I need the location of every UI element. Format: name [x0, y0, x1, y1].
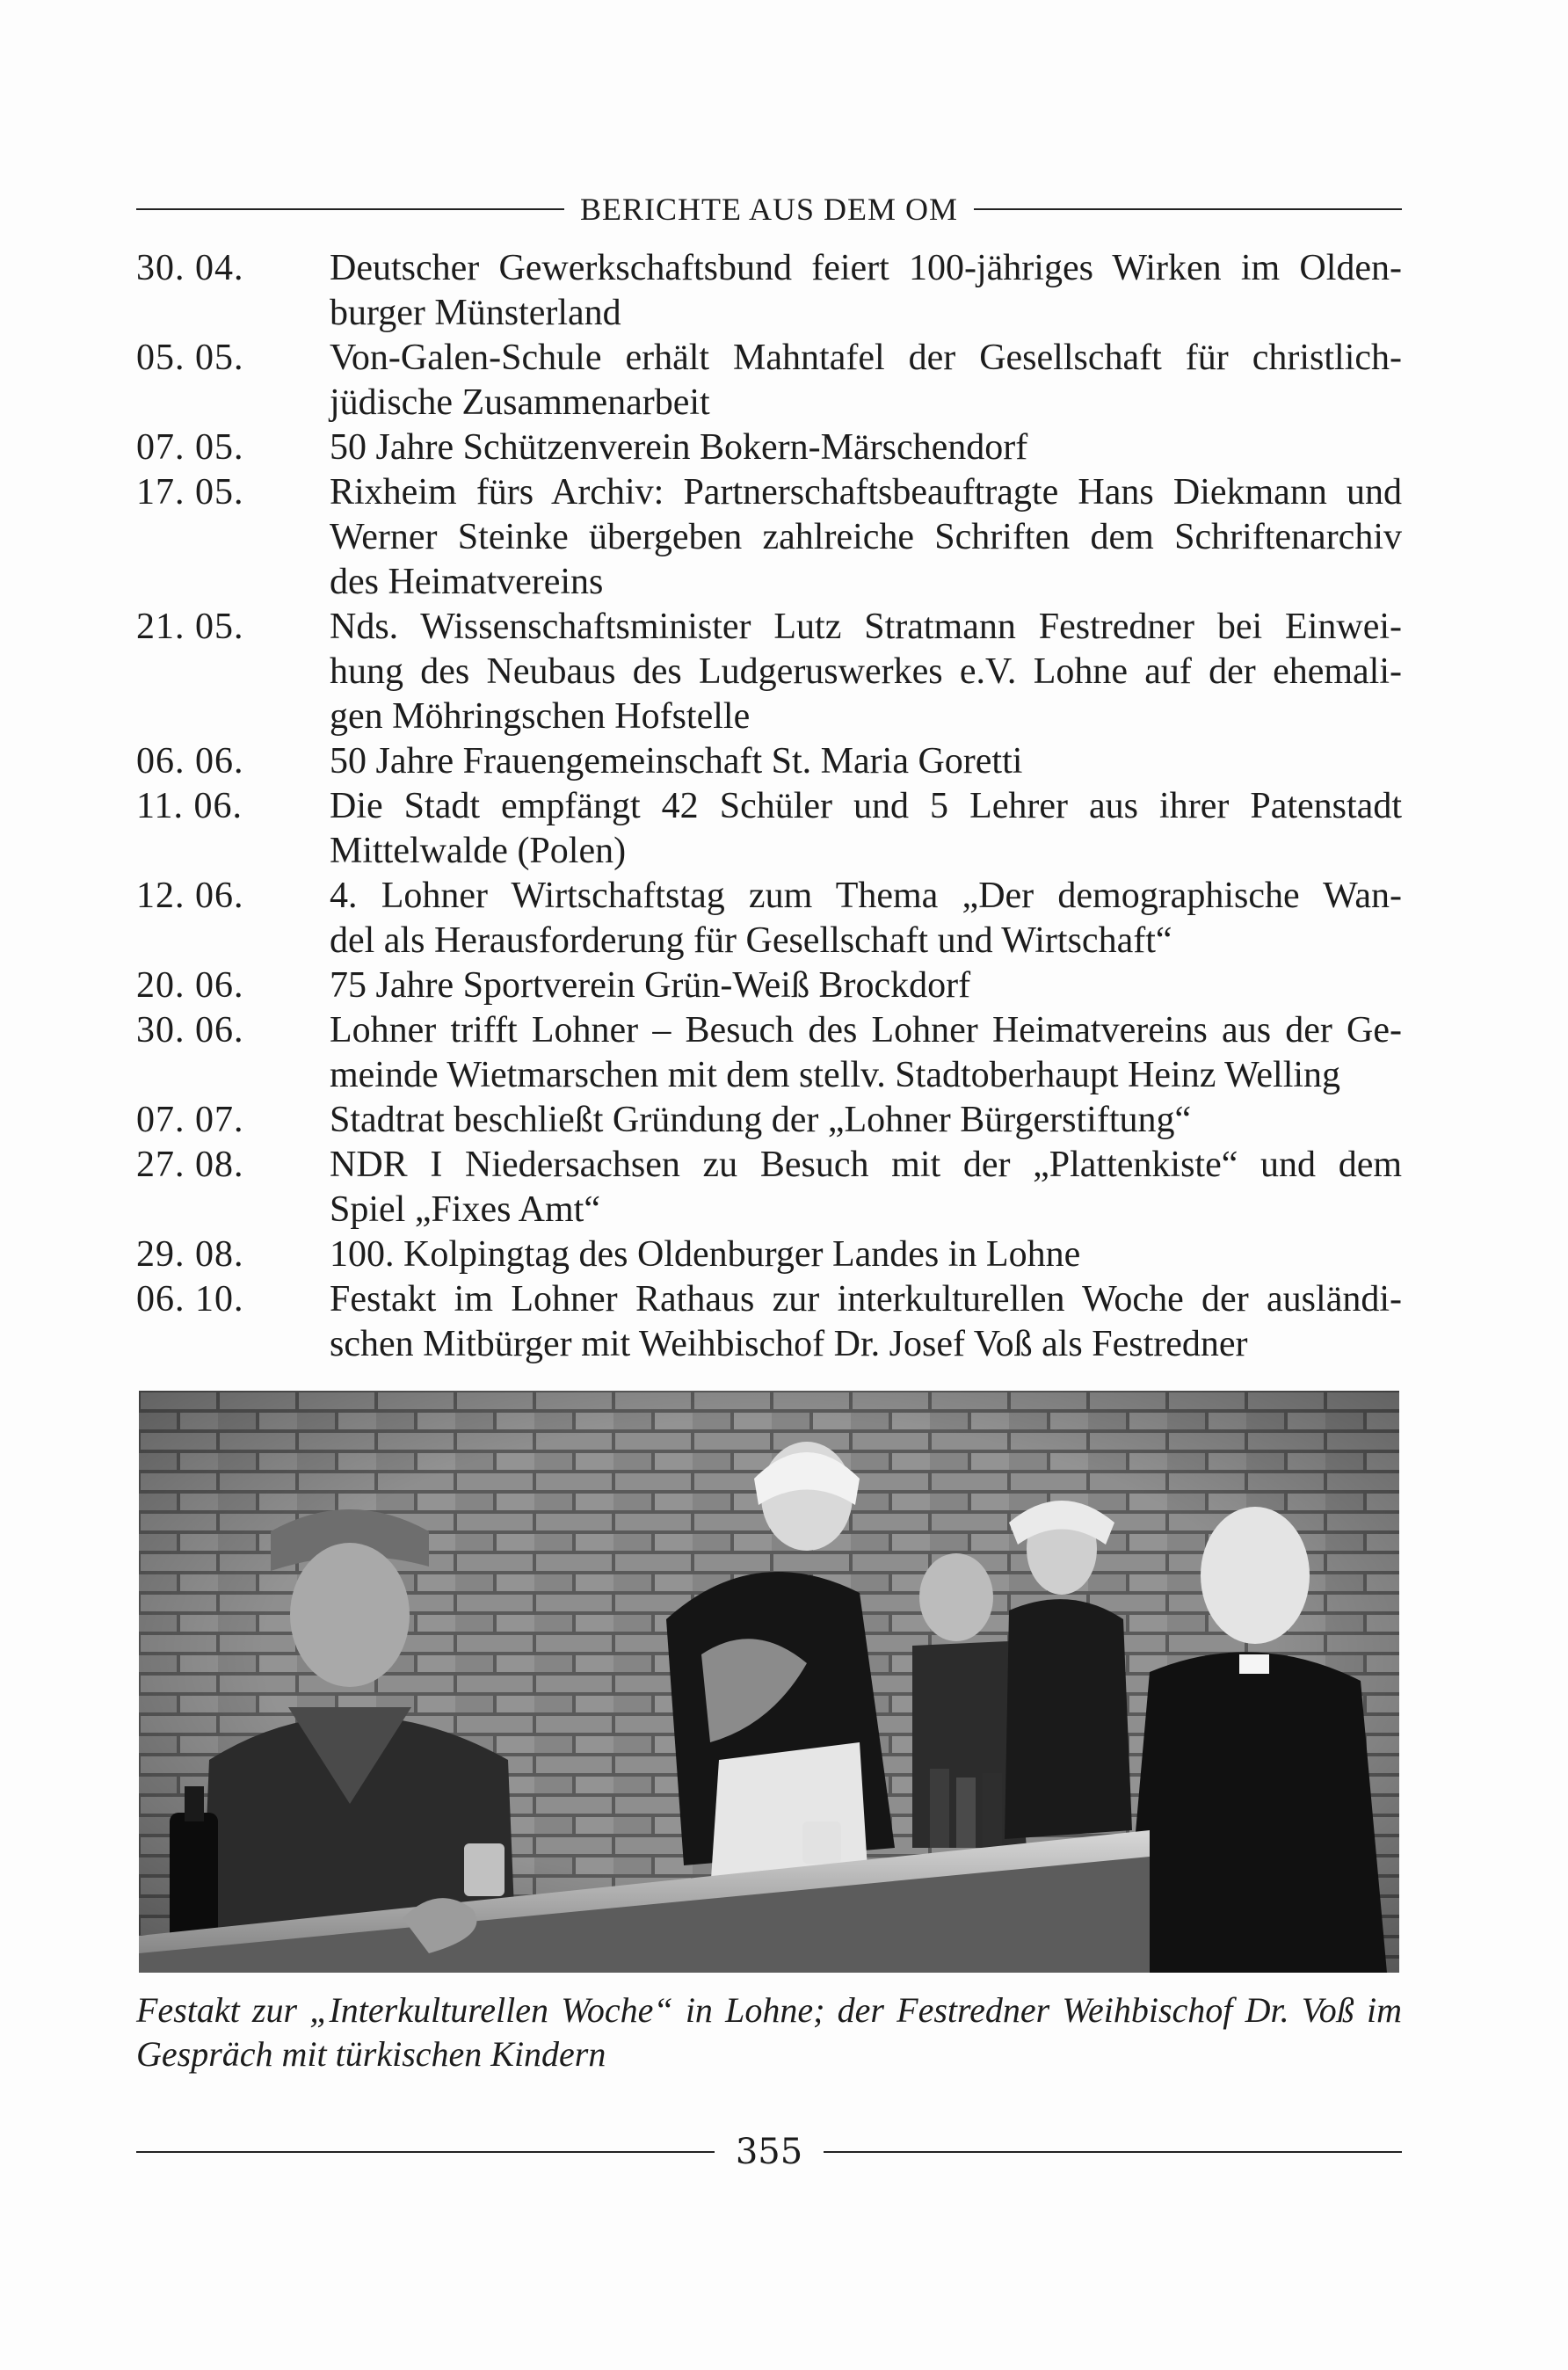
entry-date: 06. 06. — [136, 741, 244, 782]
event-photo-illustration — [139, 1391, 1399, 1973]
entry-date: 30. 06. — [136, 1010, 244, 1051]
chronicle-entry — [136, 425, 1402, 470]
chronicle-entry — [136, 739, 1402, 784]
entry-text-line: Mittelwalde (Polen) — [330, 831, 627, 871]
running-head-rule-left — [136, 208, 564, 210]
entry-text-line: NDR I Niedersachsen zu Besuch mit der „Plattenkiste“ und dem — [330, 1145, 1402, 1185]
entry-date: 30. 04. — [136, 248, 244, 288]
chronicle-entry — [136, 1143, 1402, 1232]
entry-text-line: Festakt im Lohner Rathaus zur interkulturellen Woche der ausländi- — [330, 1279, 1402, 1319]
caption-line: Festakt zur „Interkulturellen Woche“ in Lohne; der Festredner Weihbischof Dr. Voß im — [136, 1990, 1402, 2030]
entry-text-line: 50 Jahre Frauengemeinschaft St. Maria Goretti — [330, 741, 1023, 782]
chronicle-entry — [136, 1232, 1402, 1277]
photo-caption — [136, 1988, 1402, 2076]
entry-text — [330, 425, 1402, 470]
event-photo — [139, 1391, 1399, 1973]
entry-text-line: schen Mitbürger mit Weihbischof Dr. Josef Voß als Festredner — [330, 1324, 1248, 1364]
entry-text-line: Deutscher Gewerkschaftsbund feiert 100-jähriges Wirken im Olden- — [330, 248, 1402, 288]
entry-text-line: Spiel „Fixes Amt“ — [330, 1189, 600, 1230]
entry-text-line: jüdische Zusammenarbeit — [330, 382, 710, 423]
folio — [136, 2126, 1402, 2178]
entry-text — [330, 1008, 1402, 1098]
page-number: 355 — [735, 2132, 803, 2172]
entry-text-line: meinde Wietmarschen mit dem stellv. Stadtoberhaupt Heinz Welling — [330, 1055, 1341, 1095]
chronicle-entry — [136, 246, 1402, 336]
entry-text — [330, 336, 1402, 425]
chronicle-entry — [136, 1008, 1402, 1098]
entry-text-line: Die Stadt empfängt 42 Schüler und 5 Lehrer aus ihrer Patenstadt — [330, 786, 1402, 826]
entry-text — [330, 963, 1402, 1008]
entry-date: 20. 06. — [136, 965, 244, 1006]
entry-text — [330, 1232, 1402, 1277]
caption-line: Gespräch mit türkischen Kindern — [136, 2034, 606, 2074]
entry-text — [330, 784, 1402, 874]
chronicle-entry — [136, 1277, 1402, 1367]
entry-text-line: Von-Galen-Schule erhält Mahntafel der Gesellschaft für christlich- — [330, 338, 1402, 378]
running-head-rule-right — [974, 208, 1402, 210]
entry-date: 11. 06. — [136, 786, 243, 826]
entry-text-line: burger Münsterland — [330, 293, 621, 333]
entry-date: 21. 05. — [136, 607, 244, 647]
entry-text-line: Stadtrat beschließt Gründung der „Lohner Bürgerstiftung“ — [330, 1100, 1192, 1140]
entry-text — [330, 874, 1402, 963]
chronicle-entry — [136, 605, 1402, 739]
entry-text-line: Werner Steinke übergeben zahlreiche Schriften dem Schriftenarchiv — [330, 517, 1402, 557]
entry-date: 05. 05. — [136, 338, 244, 378]
chronicle-entry — [136, 336, 1402, 425]
entry-text-line: 75 Jahre Sportverein Grün-Weiß Brockdorf — [330, 965, 971, 1006]
entry-text-line: 100. Kolpingtag des Oldenburger Landes in Lohne — [330, 1234, 1081, 1275]
chronicle-list — [136, 246, 1402, 1367]
entry-text — [330, 1143, 1402, 1232]
entry-date: 07. 07. — [136, 1100, 244, 1140]
running-head — [136, 183, 1402, 236]
entry-date: 29. 08. — [136, 1234, 244, 1275]
chronicle-entry — [136, 874, 1402, 963]
entry-date: 07. 05. — [136, 427, 244, 468]
chronicle-entry — [136, 470, 1402, 605]
folio-rule-left — [136, 2151, 715, 2153]
entry-date: 17. 05. — [136, 472, 244, 513]
entry-text — [330, 246, 1402, 336]
entry-text — [330, 1277, 1402, 1367]
entry-text-line: Nds. Wissenschaftsminister Lutz Stratmann Festredner bei Einwei- — [330, 607, 1402, 647]
entry-text — [330, 739, 1402, 784]
entry-text — [330, 470, 1402, 605]
entry-text-line: Rixheim fürs Archiv: Partnerschaftsbeauftragte Hans Diekmann und — [330, 472, 1402, 513]
entry-text-line: gen Möhringschen Hofstelle — [330, 696, 751, 737]
entry-text-line: Lohner trifft Lohner – Besuch des Lohner Heimatvereins aus der Ge- — [330, 1010, 1402, 1051]
entry-text — [330, 605, 1402, 739]
folio-rule-right — [824, 2151, 1402, 2153]
chronicle-entry — [136, 963, 1402, 1008]
entry-text-line: hung des Neubaus des Ludgeruswerkes e.V. Lohne auf der ehemali- — [330, 651, 1402, 692]
entry-date: 27. 08. — [136, 1145, 244, 1185]
entry-text-line: 4. Lohner Wirtschaftstag zum Thema „Der demographische Wan- — [330, 876, 1402, 916]
entry-text-line: 50 Jahre Schützenverein Bokern-Märschendorf — [330, 427, 1028, 468]
chronicle-entry — [136, 1098, 1402, 1143]
entry-date: 12. 06. — [136, 876, 244, 916]
entry-text-line: des Heimatvereins — [330, 562, 604, 602]
entry-text-line: del als Herausforderung für Gesellschaft und Wirtschaft“ — [330, 920, 1172, 961]
running-head-title: BERICHTE AUS DEM OM — [579, 192, 959, 227]
entry-date: 06. 10. — [136, 1279, 244, 1319]
chronicle-entry — [136, 784, 1402, 874]
entry-text — [330, 1098, 1402, 1143]
